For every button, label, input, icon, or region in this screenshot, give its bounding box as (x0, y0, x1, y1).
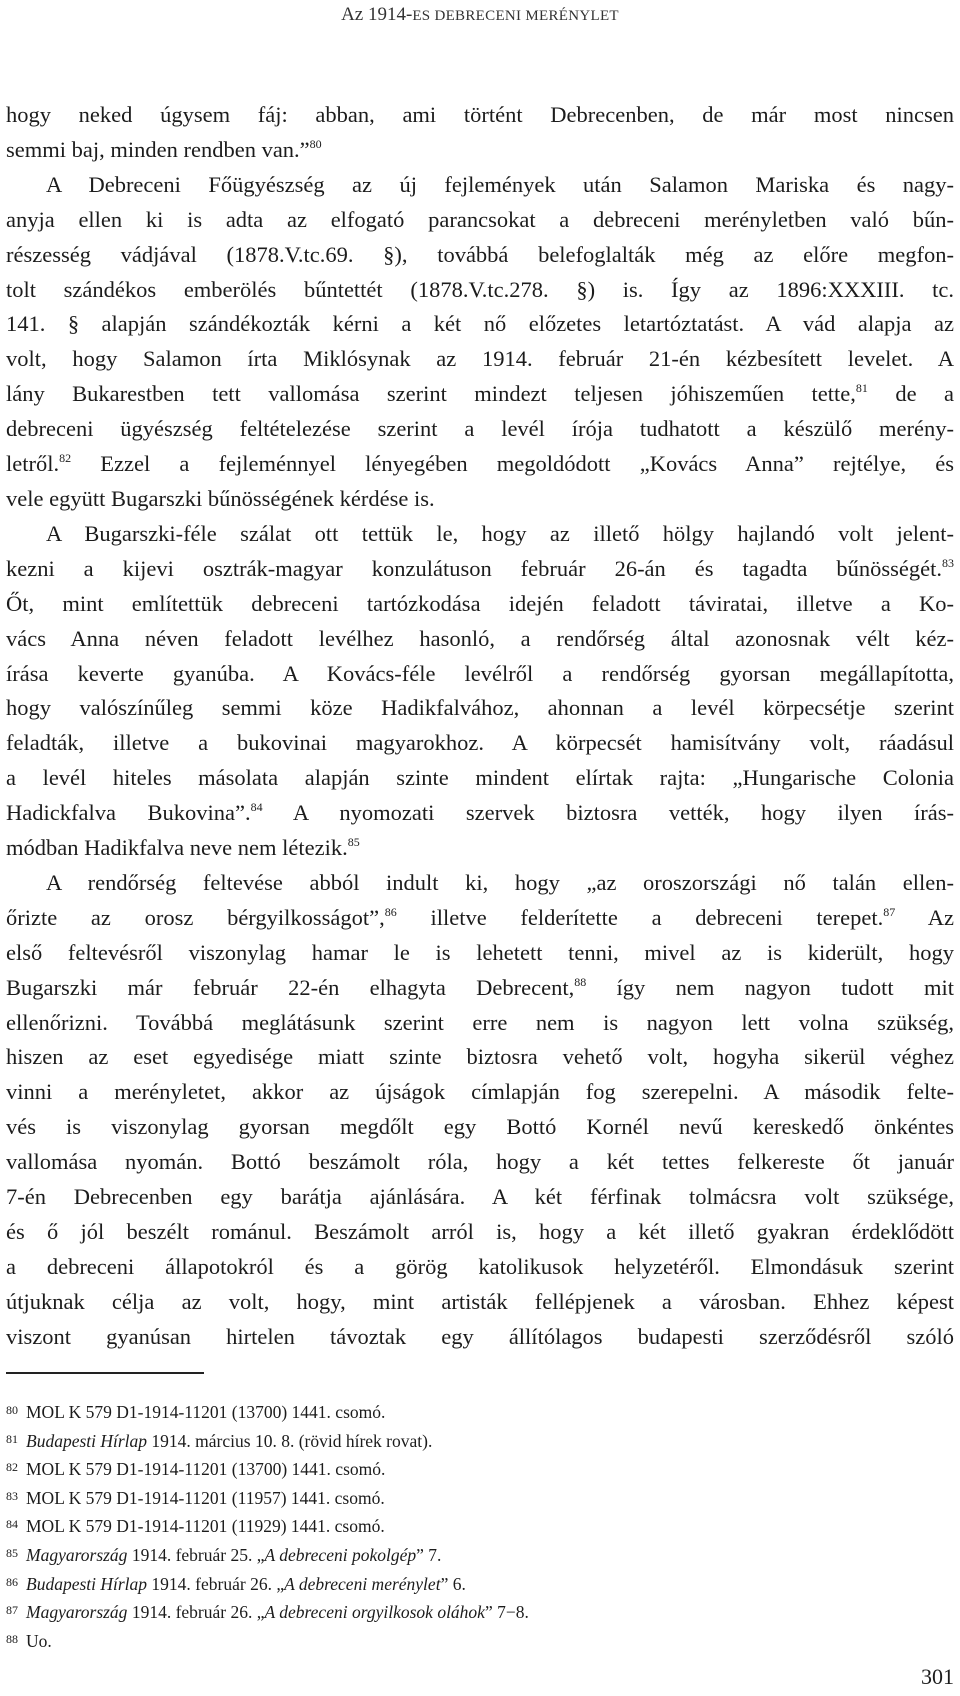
text-segment: volt, hogy Salamon írta Miklósynak az 1914. február 21-én kézbesített levelet. A (6, 346, 954, 372)
text-segment: Hadickfalva Bukovina”. (6, 800, 251, 826)
text-line (6, 1006, 954, 1041)
text-segment: viszont gyanúsan hirtelen távoztak egy állítólagos budapesti szerződésről szóló (6, 1323, 954, 1349)
text-segment: vács Anna néven feladott levélhez hasonló, a rendőrség által azonosnak vélt kéz- (6, 625, 954, 651)
footnote-ref: 81 (855, 381, 868, 396)
text-line (6, 238, 954, 273)
footnote (6, 1626, 954, 1655)
text-line (6, 866, 954, 901)
footnote-text: MOL K 579 D1-1914-11201 (11929) 1441. csomó. (26, 1516, 385, 1537)
text-line (6, 1285, 954, 1320)
text-line (6, 377, 954, 412)
text-segment: de a (867, 381, 954, 407)
text-segment: vinni a merényletet, akkor az újságok címlapján fog szerepelni. A második felte- (6, 1079, 954, 1105)
text-line (6, 98, 954, 133)
text-segment: vele együtt Bugarszki bűnösségének kérdése is. (6, 485, 435, 511)
text-segment: őrizte az orosz bérgyilkosságot”, (6, 904, 385, 930)
text-line (6, 1040, 954, 1075)
text-segment: Ezzel a fejleménnyel lényegében megoldódott „Kovács Anna” rejtélye, és (71, 451, 954, 477)
body-text (6, 98, 954, 1355)
text-segment: Bugarszki már február 22-én elhagyta Debrecent, (6, 974, 575, 1000)
text-line (6, 1250, 954, 1285)
text-line (6, 691, 954, 726)
footnote (6, 1597, 954, 1626)
footnote (6, 1426, 954, 1455)
text-line (6, 412, 954, 447)
text-segment: feladták, illetve a bukovinai magyarokhoz. A körpecsét hamisítvány volt, ráadásul (6, 730, 954, 756)
text-line (6, 726, 954, 761)
header-title: Az 1914- (341, 4, 413, 25)
text-line (6, 342, 954, 377)
footnote (6, 1569, 954, 1598)
text-segment: anyja ellen ki is adta az elfogató parancsokat a debreceni merényletben való bűn- (6, 206, 954, 232)
text-line (6, 622, 954, 657)
text-line (6, 447, 954, 482)
text-segment: így nem nagyon tudott mit (586, 974, 954, 1000)
text-segment: lány Bukarestben tett vallomása szerint mindezt teljesen jóhiszeműen tette, (6, 381, 856, 407)
text-segment: írása keverte gyanúba. A Kovács-féle levélről a rendőrség gyorsan megállapította, (6, 660, 954, 686)
footnote (6, 1540, 954, 1569)
footnote-number: 86 (6, 1574, 18, 1589)
footnote-text: MOL K 579 D1-1914-11201 (13700) 1441. csomó. (26, 1402, 386, 1422)
text-line (6, 1110, 954, 1145)
footnote-ref: 87 (883, 904, 896, 919)
text-segment: A nyomozati szervek biztosra vették, hogy ilyen írás- (262, 800, 955, 826)
text-segment: A rendőrség feltevése abból indult ki, hogy „az oroszországi nő talán ellen- (46, 869, 954, 895)
text-segment: módban Hadikfalva neve nem létezik. (6, 835, 348, 861)
text-segment: illetve felderítette a debreceni terepet. (396, 904, 884, 930)
text-segment: vés is viszonylag gyorsan megdőlt egy Bottó Kornél nevű kereskedő önkéntes (6, 1114, 954, 1140)
footnote-number: 80 (6, 1403, 18, 1417)
text-segment: hiszen az eset egyedisége miatt szinte biztosra vehető volt, hogyha sikerül véghez (6, 1044, 954, 1070)
text-line (6, 796, 954, 831)
text-line (6, 517, 954, 552)
text-segment: tolt szándékos emberölés bűntettét (1878.V.tc.278. §) is. Így az 1896:XXXIII. tc. (6, 276, 954, 302)
text-line (6, 587, 954, 622)
text-segment: letről. (6, 451, 60, 477)
text-segment: A Debreceni Főügyészség az új fejlemények után Salamon Mariska és nagy- (46, 171, 954, 197)
text-segment: hogy neked úgysem fáj: abban, ami történt Debrecenben, de már most nincsen (6, 102, 954, 127)
text-segment: debreceni ügyészség feltételezése szerint a levél írója tudhatott a készülő merény- (6, 416, 954, 442)
footnote-text: MOL K 579 D1-1914-11201 (13700) 1441. csomó. (26, 1459, 386, 1480)
text-segment: vallomása nyomán. Bottó beszámolt róla, hogy a két tettes felkereste őt január (6, 1149, 954, 1175)
text-segment: részesség vádjával (1878.V.tc.69. §), továbbá belefoglalták még az előre megfon- (6, 241, 954, 267)
text-segment: a levél hiteles másolata alapján szinte mindent elírtak rajta: „Hungarische Colonia (6, 765, 954, 791)
footnote-text: ” 7−8. (484, 1602, 529, 1623)
footnote-article-title: A debreceni pokolgép (264, 1544, 417, 1565)
text-line (6, 307, 954, 342)
footnote-ref: 84 (250, 800, 263, 815)
text-line (6, 552, 954, 587)
text-line (6, 273, 954, 308)
footnote-number: 83 (6, 1488, 18, 1503)
text-segment: hogy valószínűleg semmi köze Hadikfalvához, ahonnan a levél körpecsétje szerint (6, 695, 954, 721)
footnote-source-title: Magyarország (26, 1544, 128, 1565)
text-segment: útjuknak célja az volt, hogy, mint artisták fellépjenek a városban. Ehhez képest (6, 1288, 954, 1314)
text-line (6, 1320, 954, 1355)
text-line (6, 133, 954, 168)
footnote-article-title: A debreceni merénylet (284, 1573, 441, 1594)
text-line (6, 168, 954, 203)
footnote-ref: 82 (59, 451, 72, 466)
text-line (6, 971, 954, 1006)
text-line (6, 831, 954, 866)
footnote (6, 1483, 954, 1512)
footnote-text: Uo. (26, 1630, 52, 1651)
footnote-number: 87 (6, 1603, 18, 1618)
text-line (6, 657, 954, 692)
footnote-text: ” 7. (416, 1544, 442, 1565)
footnote-source-title: Magyarország (26, 1602, 128, 1623)
text-segment: ellenőrizni. Továbbá meglátásunk szerint erre nem is nagyon lett volna szükség, (6, 1009, 954, 1035)
footnote-ref: 83 (942, 555, 954, 570)
footnote-ref: 88 (574, 974, 587, 989)
text-line (6, 901, 954, 936)
header-title-smallcaps: ES DEBRECENI MERÉNYLET (412, 8, 619, 24)
text-segment: A Bugarszki-féle szálat ott tettük le, hogy az illető hölgy hajlandó volt jelent- (46, 520, 954, 546)
footnote-ref: 80 (309, 136, 322, 151)
text-line (6, 482, 954, 517)
footnote-number: 82 (6, 1460, 18, 1475)
text-line (6, 1180, 954, 1215)
text-line (6, 1075, 954, 1110)
text-line (6, 203, 954, 238)
footnote-number: 81 (6, 1431, 18, 1446)
footnotes (6, 1397, 954, 1654)
text-line (6, 761, 954, 796)
running-header (0, 4, 960, 26)
text-segment: Az (895, 904, 954, 930)
text-segment: a debreceni állapotokról és a görög katolikusok helyzetéről. Elmondásuk szerint (6, 1253, 954, 1279)
page-number: 301 (921, 1664, 954, 1689)
footnote-ref: 86 (384, 904, 397, 919)
footnote-source-title: Budapesti Hírlap (26, 1573, 148, 1594)
footnote-text: 1914. március 10. 8. (rövid hírek rovat). (147, 1430, 433, 1451)
footnote-number: 84 (6, 1517, 18, 1532)
footnote-text: 1914. február 26. „ (147, 1573, 285, 1594)
text-segment: első feltevésről viszonylag hamar le is lehetett tenni, mivel az is kiderült, hogy (6, 939, 954, 965)
footnote-text: ” 6. (440, 1573, 466, 1594)
text-segment: Őt, mint említettük debreceni tartózkodása idején feladott táviratai, illetve a Ko- (6, 590, 954, 616)
text-line (6, 1145, 954, 1180)
footnote-separator (6, 1372, 204, 1374)
text-segment: és ő jól beszélt románul. Beszámolt arról is, hogy a két illető gyakran érdeklődött (6, 1219, 954, 1244)
footnote (6, 1511, 954, 1540)
footnote (6, 1454, 954, 1483)
footnote-source-title: Budapesti Hírlap (26, 1430, 148, 1451)
footnote-text: 1914. február 25. „ (127, 1544, 265, 1565)
text-line (6, 1215, 954, 1250)
text-segment: semmi baj, minden rendben van.” (6, 136, 310, 162)
footnote-number: 85 (6, 1545, 18, 1560)
text-segment: 141. § alapján szándékozták kérni a két nő előzetes letartóztatást. A vád alapja az (6, 311, 954, 337)
footnote-article-title: A debreceni orgyilkosok oláhok (264, 1602, 485, 1623)
text-segment: 7-én Debrecenben egy barátja ajánlására. A két férfinak tolmácsra volt szüksége, (6, 1184, 954, 1210)
footnote-text: MOL K 579 D1-1914-11201 (11957) 1441. csomó. (26, 1487, 385, 1508)
footnote-ref: 85 (347, 835, 360, 850)
footnote (6, 1397, 954, 1426)
footnote-text: 1914. február 26. „ (127, 1602, 265, 1623)
text-line (6, 936, 954, 971)
text-segment: kezni a kijevi osztrák-magyar konzulátuson február 26-án és tagadta bűnösségét. (6, 555, 942, 581)
footnote-number: 88 (6, 1631, 18, 1646)
